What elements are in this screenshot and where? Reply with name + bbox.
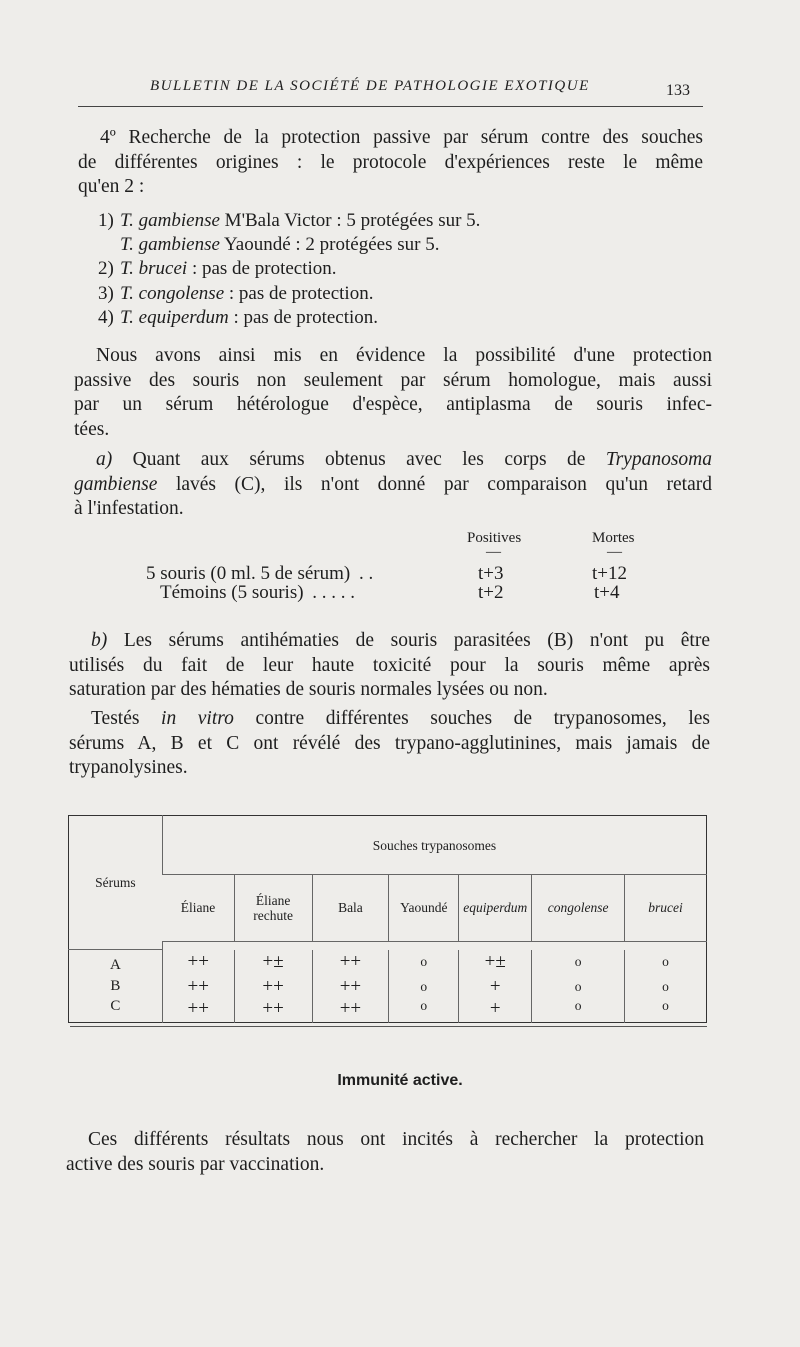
strain-header: Éliane rechute xyxy=(234,874,312,941)
text-line: a) Quant aux sérums obtenus avec les corps de Trypanosoma xyxy=(96,449,712,470)
text-line: sérums A, B et C ont révélé des trypano-agglutinines, mais jamais de xyxy=(69,732,710,754)
table-cell: ++ xyxy=(162,998,234,1022)
header-divider xyxy=(162,941,706,950)
section-4-line-1: 4º Recherche de la protection passive par sérum contre des souches xyxy=(100,127,703,148)
serum-strain-table xyxy=(68,815,707,1023)
serum-cell: C xyxy=(110,998,121,1015)
list-item: 2) T. brucei : pas de protection. xyxy=(98,258,337,280)
text-line: b) Les sérums antihématies de souris parasitées (B) n'ont pu être xyxy=(91,630,710,651)
table-cell: o xyxy=(532,950,625,975)
list-item: T. gambiense Yaoundé : 2 protégées sur 5. xyxy=(120,234,440,256)
serum-cell: A xyxy=(69,950,163,975)
col-header-mortes: Mortes xyxy=(592,530,635,546)
strain-header: equiperdum xyxy=(459,874,532,941)
text-line: Ces différents résultats nous ont incités à rechercher la protection xyxy=(88,1129,704,1150)
table-cell: o xyxy=(532,998,625,1022)
table-cell: o xyxy=(625,950,707,975)
passive-protection-paragraph xyxy=(74,344,712,442)
table-cell: + xyxy=(459,998,532,1022)
text-line: gambiense lavés (C), ils n'ont donné par comparaison qu'un retard xyxy=(74,473,712,495)
final-paragraph xyxy=(66,1128,704,1177)
table-cell: + xyxy=(459,975,532,998)
dash: — xyxy=(607,544,622,560)
paragraph-a xyxy=(74,448,712,522)
header-rule xyxy=(78,106,703,107)
running-title: BULLETIN DE LA SOCIÉTÉ DE PATHOLOGIE EXOTIQUE xyxy=(150,78,590,94)
text-line: Nous avons ainsi mis en évidence la possibilité d'une protection xyxy=(96,345,712,366)
list-item: 4) T. equiperdum : pas de protection. xyxy=(98,306,379,328)
col-header-positives: Positives xyxy=(467,530,522,546)
strain-header: Yaoundé xyxy=(389,874,459,941)
section-4-paragraph xyxy=(78,126,703,200)
table-cell-positives: t+3 xyxy=(478,563,504,584)
table-row-label: 5 souris (0 ml. 5 de sérum) . . xyxy=(146,563,374,584)
list-item: 1) T. gambiense M'Bala Victor : 5 protégées sur 5. xyxy=(98,210,481,231)
text-line: Testés in vitro contre différentes souches de trypanosomes, les xyxy=(91,708,710,729)
table-cell: +± xyxy=(459,950,532,975)
souches-header: Souches trypanosomes xyxy=(162,816,706,875)
table-row xyxy=(69,950,707,975)
serum-cell: B xyxy=(110,978,121,995)
section-heading: Immunité active. xyxy=(337,1072,463,1089)
table-cell: o xyxy=(389,950,459,975)
text-line: par un sérum hétérologue d'espèce, antiplasma de souris infec- xyxy=(74,394,712,415)
table-cell: ++ xyxy=(312,950,389,975)
strain-header: brucei xyxy=(625,874,707,941)
text-line: passive des souris non seulement par sérum homologue, mais aussi xyxy=(74,369,712,391)
table-cell: +± xyxy=(234,950,312,975)
text-line: utilisés du fait de leur haute toxicité pour la souris même après xyxy=(69,654,710,676)
dash: — xyxy=(486,544,501,560)
serums-header: Sérums xyxy=(95,874,136,890)
strain-header: Éliane xyxy=(180,899,216,915)
table-cell: o xyxy=(625,998,707,1022)
list-item: 3) T. congolense : pas de protection. xyxy=(98,282,374,304)
text-line: à l'infestation. xyxy=(74,498,184,519)
table-cell-positives: t+2 xyxy=(478,582,504,603)
table-cell-mortes: t+4 xyxy=(594,582,620,603)
table-cell: ++ xyxy=(162,975,234,998)
table-row-label: Témoins (5 souris) . . . . . xyxy=(160,582,356,603)
table-cell: o xyxy=(625,975,707,998)
section-4-line-3: qu'en 2 : xyxy=(78,176,145,197)
text-line: saturation par des hématies de souris normales lysées ou non. xyxy=(69,679,548,700)
in-vitro-paragraph xyxy=(69,707,710,781)
text-line: trypanolysines. xyxy=(69,757,188,778)
table-cell-mortes: t+12 xyxy=(592,563,627,584)
text-line: active des souris par vaccination. xyxy=(66,1153,325,1175)
table-cell: ++ xyxy=(162,950,234,975)
table-cell: o xyxy=(389,975,459,998)
page-number: 133 xyxy=(666,82,690,99)
paragraph-b xyxy=(69,629,710,703)
section-4-line-2: de différentes origines : le protocole d'expériences reste le même xyxy=(78,151,703,173)
table-row xyxy=(69,975,707,998)
table-cell: ++ xyxy=(312,998,389,1022)
strain-header: congolense xyxy=(532,874,625,941)
table-cell: ++ xyxy=(234,975,312,998)
table-cell: ++ xyxy=(312,975,389,998)
table-cell: ++ xyxy=(234,998,312,1022)
strain-header: Bala xyxy=(312,874,389,941)
table-cell: o xyxy=(389,998,459,1022)
strain-results-list xyxy=(98,209,480,330)
table-cell: o xyxy=(532,975,625,998)
text-line: tées. xyxy=(74,418,110,440)
table-bottom-rule xyxy=(70,1026,707,1027)
table-row xyxy=(69,998,707,1022)
